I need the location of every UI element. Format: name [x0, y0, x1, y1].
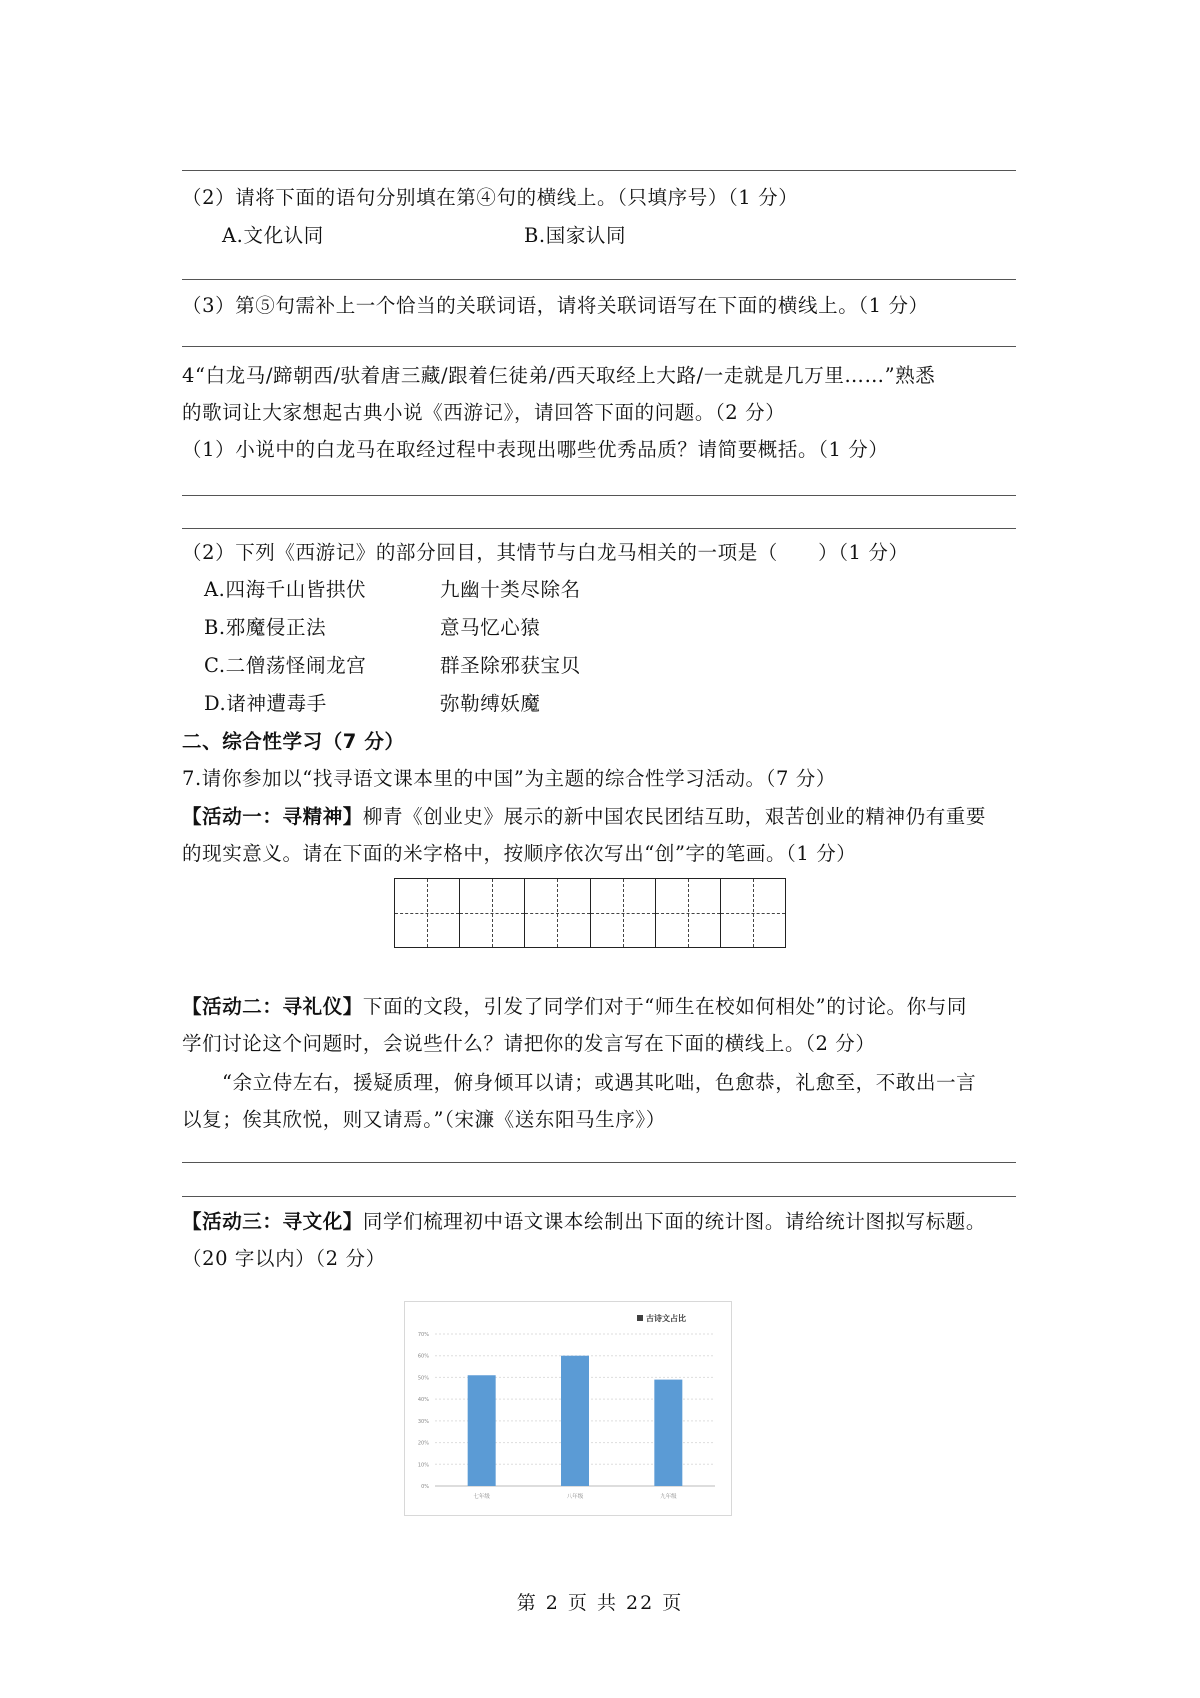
- x-tick-label: 八年级: [566, 1494, 584, 1500]
- q4-intro-line1: 4“白龙马/蹄朝西/驮着唐三藏/跟着仨徒弟/西天取经上大路/一走就是几万里……”熟悉: [182, 364, 936, 387]
- mizi-grid[interactable]: [394, 878, 786, 948]
- grid-cell[interactable]: [721, 879, 785, 947]
- quote-line1: “余立侍左右，援疑质理，俯身倾耳以请；或遇其叱咄，色愈恭，礼愈至，不敢出一言: [222, 1071, 977, 1094]
- option-b: B.国家认同: [524, 224, 627, 247]
- q4-part2: （2）下列《西游记》的部分回目，其情节与白龙马相关的一项是（ ）（1 分）: [182, 541, 909, 564]
- answer-line[interactable]: [182, 170, 1016, 171]
- y-tick-label: 10%: [417, 1462, 429, 1469]
- answer-line[interactable]: [182, 1196, 1016, 1197]
- answer-line[interactable]: [182, 346, 1016, 347]
- activity3-line1: [182, 1210, 986, 1234]
- legend-label: 古诗文占比: [646, 1313, 686, 1323]
- y-tick-label: 70%: [417, 1332, 429, 1338]
- page-footer: 第 2 页 共 22 页: [516, 1592, 684, 1614]
- q4-intro-line2: 的歌词让大家想起古典小说《西游记》，请回答下面的问题。（2 分）: [182, 401, 786, 424]
- y-tick-label: 30%: [417, 1418, 429, 1425]
- q4-part1: （1）小说中的白龙马在取经过程中表现出哪些优秀品质？请简要概括。（1 分）: [182, 438, 889, 461]
- answer-line[interactable]: [182, 528, 1016, 529]
- activity2-line1: [182, 995, 967, 1019]
- option-right: 九幽十类尽除名: [440, 578, 581, 601]
- activity1-line2: 的现实意义。请在下面的米字格中，按顺序依次写出“创”字的笔画。（1 分）: [182, 842, 857, 865]
- activity1-label: 【活动一：寻精神】: [182, 805, 363, 828]
- activity2-line2: 学们讨论这个问题时，会说些什么？请把你的发言写在下面的横线上。（2 分）: [182, 1032, 876, 1055]
- option-left: C.二僧荡怪闹龙宫: [204, 654, 367, 677]
- y-tick-label: 50%: [417, 1375, 429, 1382]
- option-right: 意马忆心猿: [440, 616, 541, 639]
- bar: [561, 1356, 589, 1486]
- activity2-text: 下面的文段，引发了同学们对于“师生在校如何相处”的讨论。你与同: [362, 995, 967, 1018]
- bar: [468, 1375, 496, 1486]
- quote-line2: 以复；俟其欣悦，则又请焉。”（宋濂《送东阳马生序》）: [182, 1108, 666, 1131]
- x-tick-label: 七年级: [473, 1494, 490, 1500]
- grid-cell[interactable]: [395, 879, 460, 947]
- legend-swatch: [637, 1315, 643, 1321]
- y-tick-label: 20%: [417, 1440, 429, 1447]
- q3-part3-prompt: （3）第⑤句需补上一个恰当的关联词语，请将关联词语写在下面的横线上。（1 分）: [182, 294, 929, 317]
- y-tick-label: 40%: [417, 1397, 429, 1404]
- bar: [654, 1380, 682, 1486]
- y-tick-label: 60%: [417, 1353, 429, 1360]
- answer-line[interactable]: [182, 1162, 1016, 1163]
- option-right: 群圣除邪获宝贝: [440, 654, 581, 677]
- option-left: D.诸神遭毒手: [204, 692, 327, 715]
- option-left: B.邪魔侵正法: [204, 616, 327, 639]
- x-tick-label: 九年级: [660, 1494, 677, 1500]
- grid-cell[interactable]: [525, 879, 590, 947]
- activity3-text: 同学们梳理初中语文课本绘制出下面的统计图。请给统计图拟写标题。: [362, 1210, 987, 1233]
- answer-line[interactable]: [182, 279, 1016, 280]
- option-a: A.文化认同: [222, 224, 324, 247]
- y-tick-label: 0%: [421, 1484, 429, 1490]
- q3-part2-prompt: （2）请将下面的语句分别填在第④句的横线上。（只填序号）（1 分）: [182, 186, 799, 209]
- activity1-line1: [182, 805, 986, 829]
- grid-cell[interactable]: [591, 879, 656, 947]
- activity1-text: 柳青《创业史》展示的新中国农民团结互助，艰苦创业的精神仍有重要: [362, 805, 987, 828]
- grid-cell[interactable]: [656, 879, 721, 947]
- bar-chart: [404, 1301, 732, 1516]
- option-left: A.四海千山皆拱伏: [204, 578, 367, 601]
- activity3-line2: （20 字以内）（2 分）: [182, 1247, 386, 1270]
- q7-prompt: 7.请你参加以“找寻语文课本里的中国”为主题的综合性学习活动。（7 分）: [182, 767, 836, 790]
- section-heading: 二、综合性学习（7 分）: [182, 730, 405, 753]
- grid-cell[interactable]: [460, 879, 525, 947]
- answer-line[interactable]: [182, 495, 1016, 496]
- activity3-label: 【活动三：寻文化】: [182, 1210, 363, 1233]
- option-right: 弥勒缚妖魔: [440, 692, 541, 715]
- chart-svg: [405, 1302, 731, 1515]
- activity2-label: 【活动二：寻礼仪】: [182, 995, 363, 1018]
